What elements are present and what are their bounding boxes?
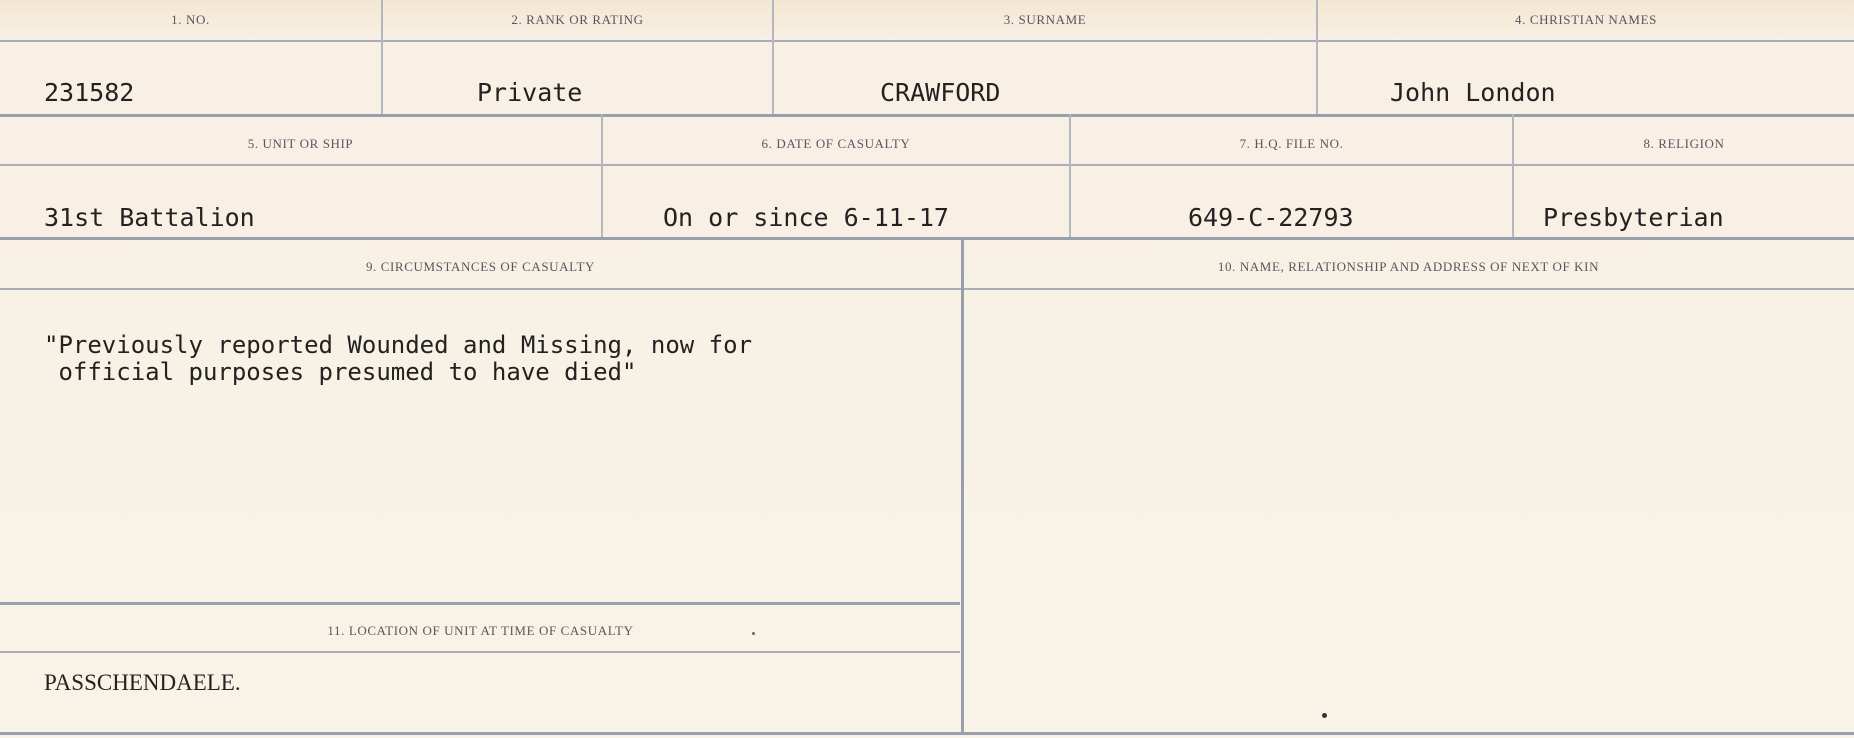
circumstances-bottom-rule (0, 602, 960, 605)
surname-value: CRAWFORD (880, 78, 1001, 107)
circumstances-text: "Previously reported Wounded and Missing, now for official purposes presumed to have died" (44, 331, 753, 386)
file-number-header: 7. H.Q. FILE NO. (1239, 136, 1344, 151)
row3-header-rule (0, 288, 1854, 290)
row3-divider (961, 237, 964, 734)
rank-value: Private (477, 78, 583, 107)
religion-header: 8. RELIGION (1643, 136, 1725, 151)
religion-value: Presbyterian (1543, 203, 1724, 232)
number-header: 1. NO. (171, 12, 210, 27)
row2-divider-2 (1069, 114, 1071, 237)
christian-names-header: 4. CHRISTIAN NAMES (1515, 12, 1657, 27)
ink-speck (1322, 713, 1327, 718)
row2-divider-3 (1512, 114, 1514, 237)
unit-header: 5. UNIT OR SHIP (247, 136, 354, 151)
location-value: PASSCHENDAELE. (44, 670, 241, 695)
row1-header-rule (0, 40, 1854, 42)
row2-bottom-rule (0, 237, 1854, 240)
location-header-rule (0, 651, 960, 653)
card-bottom-rule (0, 732, 1854, 735)
row2-divider-1 (601, 114, 603, 237)
service-number-value: 231582 (44, 78, 135, 107)
file-number-value: 649-C-22793 (1188, 203, 1354, 232)
unit-value: 31st Battalion (44, 203, 255, 232)
christian-names-value: John London (1390, 78, 1556, 107)
row1-bottom-rule (0, 114, 1854, 117)
ink-speck (752, 632, 755, 635)
date-of-casualty-value: On or since 6-11-17 (663, 203, 949, 232)
circumstances-header: 9. CIRCUMSTANCES OF CASUALTY (365, 259, 596, 274)
row2-header-rule (0, 164, 1854, 166)
date-of-casualty-header: 6. DATE OF CASUALTY (761, 136, 911, 151)
location-header: 11. LOCATION OF UNIT AT TIME OF CASUALTY (327, 623, 634, 638)
surname-header: 3. SURNAME (1003, 12, 1087, 27)
next-of-kin-header: 10. NAME, RELATIONSHIP AND ADDRESS OF NEXT OF KIN (1217, 259, 1600, 274)
rank-header: 2. RANK OR RATING (511, 12, 644, 27)
